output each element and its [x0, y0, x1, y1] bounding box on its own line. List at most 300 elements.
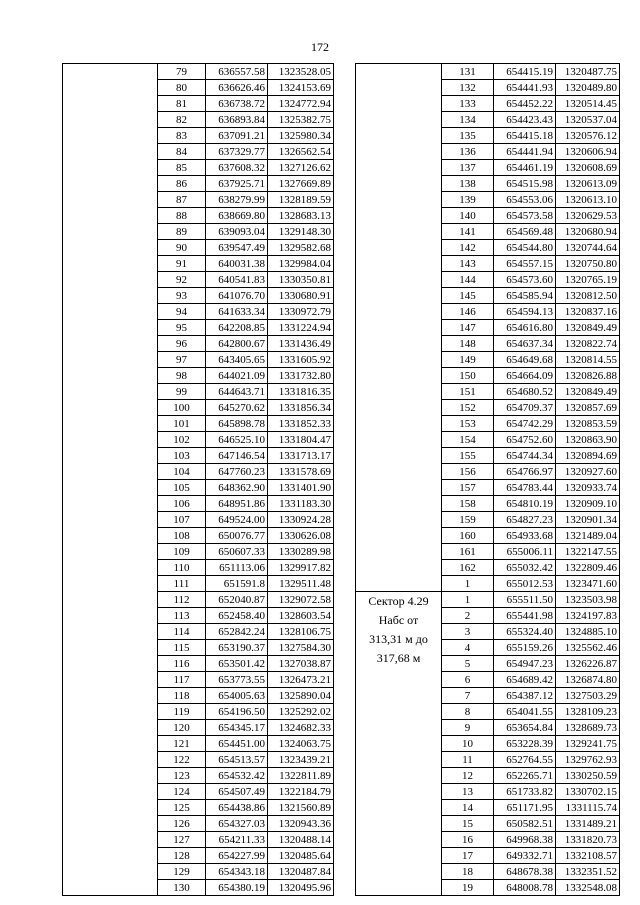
x-coordinate: 654810.19: [494, 496, 556, 512]
y-coordinate: 1331115.74: [556, 800, 620, 816]
point-number: 111: [158, 576, 206, 592]
y-coordinate: 1330972.79: [268, 304, 334, 320]
y-coordinate: 1322147.55: [556, 544, 620, 560]
y-coordinate: 1330680.91: [268, 288, 334, 304]
section-label-cell: [63, 64, 158, 896]
x-coordinate: 636626.46: [206, 80, 268, 96]
x-coordinate: 654585.94: [494, 288, 556, 304]
y-coordinate: 1331804.47: [268, 432, 334, 448]
y-coordinate: 1330250.59: [556, 768, 620, 784]
point-number: 15: [442, 816, 494, 832]
y-coordinate: 1327038.87: [268, 656, 334, 672]
x-coordinate: 654947.23: [494, 656, 556, 672]
x-coordinate: 654196.50: [206, 704, 268, 720]
x-coordinate: 654041.55: [494, 704, 556, 720]
point-number: 94: [158, 304, 206, 320]
point-number: 148: [442, 336, 494, 352]
x-coordinate: 648678.38: [494, 864, 556, 880]
sector-label: [358, 592, 439, 668]
y-coordinate: 1331224.94: [268, 320, 334, 336]
x-coordinate: 651591.8: [206, 576, 268, 592]
x-coordinate: 654569.48: [494, 224, 556, 240]
point-number: 149: [442, 352, 494, 368]
x-coordinate: 637091.21: [206, 128, 268, 144]
point-number: 108: [158, 528, 206, 544]
point-number: 100: [158, 400, 206, 416]
point-number: 157: [442, 480, 494, 496]
point-number: 88: [158, 208, 206, 224]
x-coordinate: 650076.77: [206, 528, 268, 544]
y-coordinate: 1320826.88: [556, 368, 620, 384]
x-coordinate: 654423.43: [494, 112, 556, 128]
y-coordinate: 1320488.14: [268, 832, 334, 848]
y-coordinate: 1320608.69: [556, 160, 620, 176]
point-number: 117: [158, 672, 206, 688]
point-number: 153: [442, 416, 494, 432]
y-coordinate: 1323439.21: [268, 752, 334, 768]
y-coordinate: 1330702.15: [556, 784, 620, 800]
x-coordinate: 654573.60: [494, 272, 556, 288]
x-coordinate: 645898.78: [206, 416, 268, 432]
x-coordinate: 641076.70: [206, 288, 268, 304]
y-coordinate: 1329072.58: [268, 592, 334, 608]
y-coordinate: 1320814.55: [556, 352, 620, 368]
y-coordinate: 1330924.28: [268, 512, 334, 528]
y-coordinate: 1324772.94: [268, 96, 334, 112]
point-number: 162: [442, 560, 494, 576]
y-coordinate: 1331183.30: [268, 496, 334, 512]
y-coordinate: 1320857.69: [556, 400, 620, 416]
x-coordinate: 653228.39: [494, 736, 556, 752]
point-number: 10: [442, 736, 494, 752]
y-coordinate: 1320894.69: [556, 448, 620, 464]
point-number: 106: [158, 496, 206, 512]
point-number: 143: [442, 256, 494, 272]
y-coordinate: 1320680.94: [556, 224, 620, 240]
x-coordinate: 644643.71: [206, 384, 268, 400]
point-number: 18: [442, 864, 494, 880]
point-number: 155: [442, 448, 494, 464]
x-coordinate: 654616.80: [494, 320, 556, 336]
point-number: 17: [442, 848, 494, 864]
point-number: 138: [442, 176, 494, 192]
point-number: 107: [158, 512, 206, 528]
x-coordinate: 653190.37: [206, 640, 268, 656]
point-number: 7: [442, 688, 494, 704]
y-coordinate: 1325292.02: [268, 704, 334, 720]
y-coordinate: 1320837.16: [556, 304, 620, 320]
point-number: 5: [442, 656, 494, 672]
y-coordinate: 1326874.80: [556, 672, 620, 688]
y-coordinate: 1325890.04: [268, 688, 334, 704]
y-coordinate: 1324063.75: [268, 736, 334, 752]
x-coordinate: 654327.03: [206, 816, 268, 832]
y-coordinate: 1329762.93: [556, 752, 620, 768]
point-number: 85: [158, 160, 206, 176]
point-number: 96: [158, 336, 206, 352]
y-coordinate: 1320514.45: [556, 96, 620, 112]
x-coordinate: 639093.04: [206, 224, 268, 240]
y-coordinate: 1329148.30: [268, 224, 334, 240]
y-coordinate: 1323471.60: [556, 576, 620, 592]
y-coordinate: 1328683.13: [268, 208, 334, 224]
x-coordinate: 654507.49: [206, 784, 268, 800]
x-coordinate: 651113.06: [206, 560, 268, 576]
point-number: 101: [158, 416, 206, 432]
y-coordinate: 1331713.17: [268, 448, 334, 464]
y-coordinate: 1331489.21: [556, 816, 620, 832]
x-coordinate: 654553.06: [494, 192, 556, 208]
x-coordinate: 638279.99: [206, 192, 268, 208]
y-coordinate: 1320812.50: [556, 288, 620, 304]
x-coordinate: 654441.94: [494, 144, 556, 160]
y-coordinate: 1320765.19: [556, 272, 620, 288]
y-coordinate: 1320537.04: [556, 112, 620, 128]
point-number: 159: [442, 512, 494, 528]
point-number: 89: [158, 224, 206, 240]
point-number: 131: [442, 64, 494, 80]
x-coordinate: 636893.84: [206, 112, 268, 128]
x-coordinate: 652764.55: [494, 752, 556, 768]
x-coordinate: 648008.78: [494, 880, 556, 896]
y-coordinate: 1331605.92: [268, 352, 334, 368]
x-coordinate: 637925.71: [206, 176, 268, 192]
point-number: 103: [158, 448, 206, 464]
x-coordinate: 651733.82: [494, 784, 556, 800]
point-number: 3: [442, 624, 494, 640]
point-number: 79: [158, 64, 206, 80]
y-coordinate: 1332548.08: [556, 880, 620, 896]
y-coordinate: 1324682.33: [268, 720, 334, 736]
point-number: 90: [158, 240, 206, 256]
y-coordinate: 1331852.33: [268, 416, 334, 432]
point-number: 126: [158, 816, 206, 832]
x-coordinate: 648951.86: [206, 496, 268, 512]
x-coordinate: 654933.68: [494, 528, 556, 544]
point-number: 136: [442, 144, 494, 160]
y-coordinate: 1330289.98: [268, 544, 334, 560]
y-coordinate: 1326473.21: [268, 672, 334, 688]
x-coordinate: 655032.42: [494, 560, 556, 576]
x-coordinate: 654227.99: [206, 848, 268, 864]
y-coordinate: 1331816.35: [268, 384, 334, 400]
x-coordinate: 654005.63: [206, 688, 268, 704]
x-coordinate: 649968.38: [494, 832, 556, 848]
point-number: 19: [442, 880, 494, 896]
point-number: 135: [442, 128, 494, 144]
y-coordinate: 1320750.80: [556, 256, 620, 272]
y-coordinate: 1320485.64: [268, 848, 334, 864]
x-coordinate: 654744.34: [494, 448, 556, 464]
x-coordinate: 654594.13: [494, 304, 556, 320]
y-coordinate: 1320629.53: [556, 208, 620, 224]
x-coordinate: 646525.10: [206, 432, 268, 448]
point-number: 156: [442, 464, 494, 480]
x-coordinate: 643405.65: [206, 352, 268, 368]
y-coordinate: 1325980.34: [268, 128, 334, 144]
point-number: 125: [158, 800, 206, 816]
x-coordinate: 654766.97: [494, 464, 556, 480]
point-number: 102: [158, 432, 206, 448]
y-coordinate: 1320495.96: [268, 880, 334, 896]
point-number: 133: [442, 96, 494, 112]
y-coordinate: 1331401.90: [268, 480, 334, 496]
x-coordinate: 648362.90: [206, 480, 268, 496]
coordinates-table-right: [355, 63, 620, 896]
point-number: 8: [442, 704, 494, 720]
point-number: 115: [158, 640, 206, 656]
y-coordinate: 1320927.60: [556, 464, 620, 480]
y-coordinate: 1320489.80: [556, 80, 620, 96]
x-coordinate: 652458.40: [206, 608, 268, 624]
point-number: 120: [158, 720, 206, 736]
y-coordinate: 1324197.83: [556, 608, 620, 624]
y-coordinate: 1322811.89: [268, 768, 334, 784]
point-number: 16: [442, 832, 494, 848]
point-number: 82: [158, 112, 206, 128]
x-coordinate: 654461.19: [494, 160, 556, 176]
point-number: 84: [158, 144, 206, 160]
x-coordinate: 654637.34: [494, 336, 556, 352]
x-coordinate: 654709.37: [494, 400, 556, 416]
y-coordinate: 1321560.89: [268, 800, 334, 816]
point-number: 158: [442, 496, 494, 512]
y-coordinate: 1324885.10: [556, 624, 620, 640]
point-number: 80: [158, 80, 206, 96]
x-coordinate: 654664.09: [494, 368, 556, 384]
y-coordinate: 1320863.90: [556, 432, 620, 448]
point-number: 122: [158, 752, 206, 768]
x-coordinate: 654438.86: [206, 800, 268, 816]
y-coordinate: 1327503.29: [556, 688, 620, 704]
y-coordinate: 1320822.74: [556, 336, 620, 352]
point-number: 140: [442, 208, 494, 224]
x-coordinate: 638669.80: [206, 208, 268, 224]
x-coordinate: 652040.87: [206, 592, 268, 608]
point-number: 134: [442, 112, 494, 128]
y-coordinate: 1328189.59: [268, 192, 334, 208]
point-number: 123: [158, 768, 206, 784]
coordinates-table-left-body: [63, 64, 334, 896]
y-coordinate: 1329582.68: [268, 240, 334, 256]
x-coordinate: 655511.50: [494, 592, 556, 608]
x-coordinate: 654415.19: [494, 64, 556, 80]
point-number: 151: [442, 384, 494, 400]
x-coordinate: 640541.83: [206, 272, 268, 288]
x-coordinate: 649524.00: [206, 512, 268, 528]
point-number: 12: [442, 768, 494, 784]
point-number: 113: [158, 608, 206, 624]
y-coordinate: 1327669.89: [268, 176, 334, 192]
y-coordinate: 1320933.74: [556, 480, 620, 496]
point-number: 83: [158, 128, 206, 144]
point-number: 152: [442, 400, 494, 416]
x-coordinate: 654689.42: [494, 672, 556, 688]
point-number: 144: [442, 272, 494, 288]
point-number: 98: [158, 368, 206, 384]
table-row: [63, 64, 334, 80]
section-label-cell: [356, 64, 442, 592]
point-number: 128: [158, 848, 206, 864]
y-coordinate: 1325562.46: [556, 640, 620, 656]
y-coordinate: 1328106.75: [268, 624, 334, 640]
y-coordinate: 1331578.69: [268, 464, 334, 480]
point-number: 112: [158, 592, 206, 608]
point-number: 91: [158, 256, 206, 272]
x-coordinate: 644021.09: [206, 368, 268, 384]
x-coordinate: 637329.77: [206, 144, 268, 160]
y-coordinate: 1327584.30: [268, 640, 334, 656]
y-coordinate: 1322184.79: [268, 784, 334, 800]
point-number: 118: [158, 688, 206, 704]
point-number: 86: [158, 176, 206, 192]
x-coordinate: 654211.33: [206, 832, 268, 848]
x-coordinate: 654343.18: [206, 864, 268, 880]
y-coordinate: 1328603.54: [268, 608, 334, 624]
x-coordinate: 654452.22: [494, 96, 556, 112]
x-coordinate: 654387.12: [494, 688, 556, 704]
point-number: 121: [158, 736, 206, 752]
y-coordinate: 1323528.05: [268, 64, 334, 80]
x-coordinate: 653501.42: [206, 656, 268, 672]
point-number: 1: [442, 592, 494, 608]
x-coordinate: 654783.44: [494, 480, 556, 496]
y-coordinate: 1320613.10: [556, 192, 620, 208]
x-coordinate: 654827.23: [494, 512, 556, 528]
point-number: 129: [158, 864, 206, 880]
y-coordinate: 1329917.82: [268, 560, 334, 576]
point-number: 2: [442, 608, 494, 624]
x-coordinate: 653773.55: [206, 672, 268, 688]
y-coordinate: 1329984.04: [268, 256, 334, 272]
point-number: 130: [158, 880, 206, 896]
y-coordinate: 1324153.69: [268, 80, 334, 96]
coordinates-table-right-body: [356, 64, 620, 896]
x-coordinate: 654649.68: [494, 352, 556, 368]
y-coordinate: 1325382.75: [268, 112, 334, 128]
x-coordinate: 636738.72: [206, 96, 268, 112]
y-coordinate: 1321489.04: [556, 528, 620, 544]
y-coordinate: 1331856.34: [268, 400, 334, 416]
x-coordinate: 654515.98: [494, 176, 556, 192]
x-coordinate: 655012.53: [494, 576, 556, 592]
point-number: 4: [442, 640, 494, 656]
point-number: 87: [158, 192, 206, 208]
point-number: 13: [442, 784, 494, 800]
x-coordinate: 640031.38: [206, 256, 268, 272]
x-coordinate: 654441.93: [494, 80, 556, 96]
x-coordinate: 637608.32: [206, 160, 268, 176]
point-number: 154: [442, 432, 494, 448]
x-coordinate: 654513.57: [206, 752, 268, 768]
x-coordinate: 655441.98: [494, 608, 556, 624]
point-number: 93: [158, 288, 206, 304]
x-coordinate: 654752.60: [494, 432, 556, 448]
point-number: 110: [158, 560, 206, 576]
point-number: 145: [442, 288, 494, 304]
y-coordinate: 1320849.49: [556, 384, 620, 400]
point-number: 105: [158, 480, 206, 496]
x-coordinate: 639547.49: [206, 240, 268, 256]
point-number: 14: [442, 800, 494, 816]
point-number: 9: [442, 720, 494, 736]
sector-label-line: 317,68 м: [376, 651, 421, 665]
x-coordinate: 641633.34: [206, 304, 268, 320]
y-coordinate: 1328109.23: [556, 704, 620, 720]
point-number: 137: [442, 160, 494, 176]
y-coordinate: 1327126.62: [268, 160, 334, 176]
sector-label-line: 313,31 м до: [369, 632, 428, 646]
table-row: [356, 64, 620, 80]
page-number: 172: [311, 40, 329, 54]
x-coordinate: 652265.71: [494, 768, 556, 784]
point-number: 99: [158, 384, 206, 400]
x-coordinate: 654380.19: [206, 880, 268, 896]
y-coordinate: 1322809.46: [556, 560, 620, 576]
y-coordinate: 1326226.87: [556, 656, 620, 672]
sector-label-line: Набс от: [378, 613, 419, 627]
point-number: 104: [158, 464, 206, 480]
point-number: 132: [442, 80, 494, 96]
x-coordinate: 651171.95: [494, 800, 556, 816]
point-number: 160: [442, 528, 494, 544]
point-number: 6: [442, 672, 494, 688]
table-row: [356, 592, 620, 608]
point-number: 11: [442, 752, 494, 768]
x-coordinate: 650582.51: [494, 816, 556, 832]
x-coordinate: 650607.33: [206, 544, 268, 560]
x-coordinate: 642800.67: [206, 336, 268, 352]
point-number: 142: [442, 240, 494, 256]
x-coordinate: 654532.42: [206, 768, 268, 784]
x-coordinate: 654415.18: [494, 128, 556, 144]
point-number: 124: [158, 784, 206, 800]
y-coordinate: 1320849.49: [556, 320, 620, 336]
x-coordinate: 649332.71: [494, 848, 556, 864]
x-coordinate: 652842.24: [206, 624, 268, 640]
point-number: 141: [442, 224, 494, 240]
y-coordinate: 1320487.84: [268, 864, 334, 880]
x-coordinate: 654557.15: [494, 256, 556, 272]
y-coordinate: 1320744.64: [556, 240, 620, 256]
sector-label-cell: [356, 592, 442, 896]
y-coordinate: 1320487.75: [556, 64, 620, 80]
y-coordinate: 1330626.08: [268, 528, 334, 544]
x-coordinate: 654573.58: [494, 208, 556, 224]
y-coordinate: 1320901.34: [556, 512, 620, 528]
x-coordinate: 655324.40: [494, 624, 556, 640]
y-coordinate: 1320613.09: [556, 176, 620, 192]
x-coordinate: 654451.00: [206, 736, 268, 752]
x-coordinate: 647760.23: [206, 464, 268, 480]
y-coordinate: 1330350.81: [268, 272, 334, 288]
y-coordinate: 1320853.59: [556, 416, 620, 432]
y-coordinate: 1323503.98: [556, 592, 620, 608]
y-coordinate: 1326562.54: [268, 144, 334, 160]
y-coordinate: 1320576.12: [556, 128, 620, 144]
point-number: 147: [442, 320, 494, 336]
y-coordinate: 1328689.73: [556, 720, 620, 736]
y-coordinate: 1320943.36: [268, 816, 334, 832]
x-coordinate: 645270.62: [206, 400, 268, 416]
y-coordinate: 1329511.48: [268, 576, 334, 592]
x-coordinate: 654742.29: [494, 416, 556, 432]
y-coordinate: 1332108.57: [556, 848, 620, 864]
point-number: 1: [442, 576, 494, 592]
point-number: 119: [158, 704, 206, 720]
point-number: 161: [442, 544, 494, 560]
point-number: 127: [158, 832, 206, 848]
